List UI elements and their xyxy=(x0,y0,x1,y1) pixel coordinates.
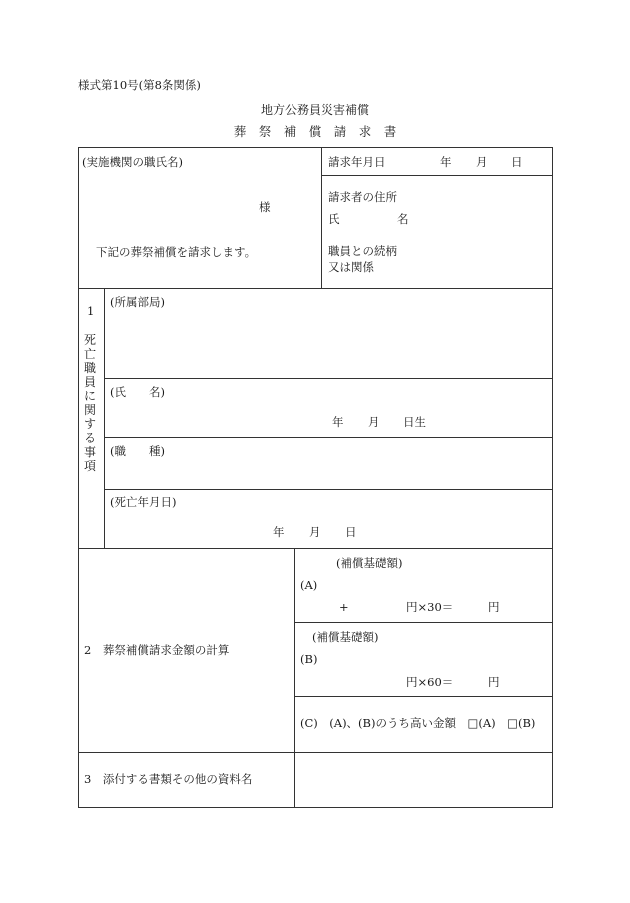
section1-vertical-char: 員 xyxy=(83,375,96,389)
top-right-rule xyxy=(321,175,552,176)
section1-vertical-char: 項 xyxy=(83,459,96,473)
section2-rule-2 xyxy=(294,696,552,697)
section1-vertical-char: 亡 xyxy=(83,347,96,361)
section1-vertical-char: る xyxy=(83,431,96,445)
birth-month: 月 xyxy=(368,415,380,429)
section2-label: 2 葬祭補償請求金額の計算 xyxy=(84,643,230,657)
a-formula: 円×30＝ xyxy=(406,600,454,614)
agency-label: (実施機関の職氏名) xyxy=(82,155,183,169)
deceased-name-label: (氏 名) xyxy=(110,385,165,399)
a-plus: + xyxy=(339,600,349,614)
form-title-line2: 葬 祭 補 償 請 求 書 xyxy=(233,124,397,139)
section1-vertical-char: 事 xyxy=(83,445,96,459)
c-choice-text: (C) (A)、(B)のうち高い金額 □(A) □(B) xyxy=(300,716,536,730)
section1-rule-3 xyxy=(104,489,552,490)
section1-top-rule xyxy=(78,288,553,289)
death-year: 年 xyxy=(273,525,285,539)
request-day: 日 xyxy=(511,155,523,169)
section2-top-rule xyxy=(78,548,553,549)
address-label: 請求者の住所 xyxy=(328,190,397,204)
death-date-label: (死亡年月日) xyxy=(110,495,177,509)
form-number: 様式第10号(第8条関係) xyxy=(78,78,201,92)
section1-number: 1 xyxy=(87,304,95,318)
section3-top-rule xyxy=(78,752,553,753)
section1-vertical-char: 死 xyxy=(83,333,96,347)
section3-label: 3 添付する書類その他の資料名 xyxy=(84,772,253,786)
dept-label: (所属部局) xyxy=(110,295,165,309)
section1-rule-2 xyxy=(104,437,552,438)
birth-year: 年 xyxy=(332,415,344,429)
form-title-line1: 地方公務員災害補償 xyxy=(260,103,369,117)
section2-rule-1 xyxy=(294,622,552,623)
death-day: 日 xyxy=(345,525,357,539)
death-month: 月 xyxy=(309,525,321,539)
top-divider xyxy=(321,147,322,288)
a-label: (A) xyxy=(300,578,318,592)
a-yen: 円 xyxy=(488,600,500,614)
section1-vertical-char: 職 xyxy=(83,361,96,375)
section2-divider xyxy=(294,548,295,808)
section1-label-divider xyxy=(104,288,105,548)
b-formula: 円×60＝ xyxy=(406,675,454,689)
section1-vertical-char: す xyxy=(83,417,96,431)
request-text: 下記の葬祭補償を請求します。 xyxy=(96,245,257,259)
a-base-label: (補償基礎額) xyxy=(336,556,403,570)
honorific: 様 xyxy=(259,200,271,214)
section1-rule-1 xyxy=(104,378,552,379)
section1-vertical-char: に xyxy=(83,389,96,403)
name-label-2: 名 xyxy=(397,212,409,226)
request-year: 年 xyxy=(440,155,452,169)
relation-label-2: 又は関係 xyxy=(328,260,374,274)
b-base-label: (補償基礎額) xyxy=(312,630,379,644)
name-label-1: 氏 xyxy=(328,212,340,226)
b-yen: 円 xyxy=(488,675,500,689)
relation-label-1: 職員との続柄 xyxy=(328,244,397,258)
section1-vertical-char: 関 xyxy=(83,403,96,417)
job-label: (職 種) xyxy=(110,444,165,458)
request-month: 月 xyxy=(476,155,488,169)
section1-vertical-label xyxy=(83,333,97,473)
b-label: (B) xyxy=(300,652,318,666)
request-date-label: 請求年月日 xyxy=(328,155,386,169)
birth-day: 日生 xyxy=(403,415,426,429)
